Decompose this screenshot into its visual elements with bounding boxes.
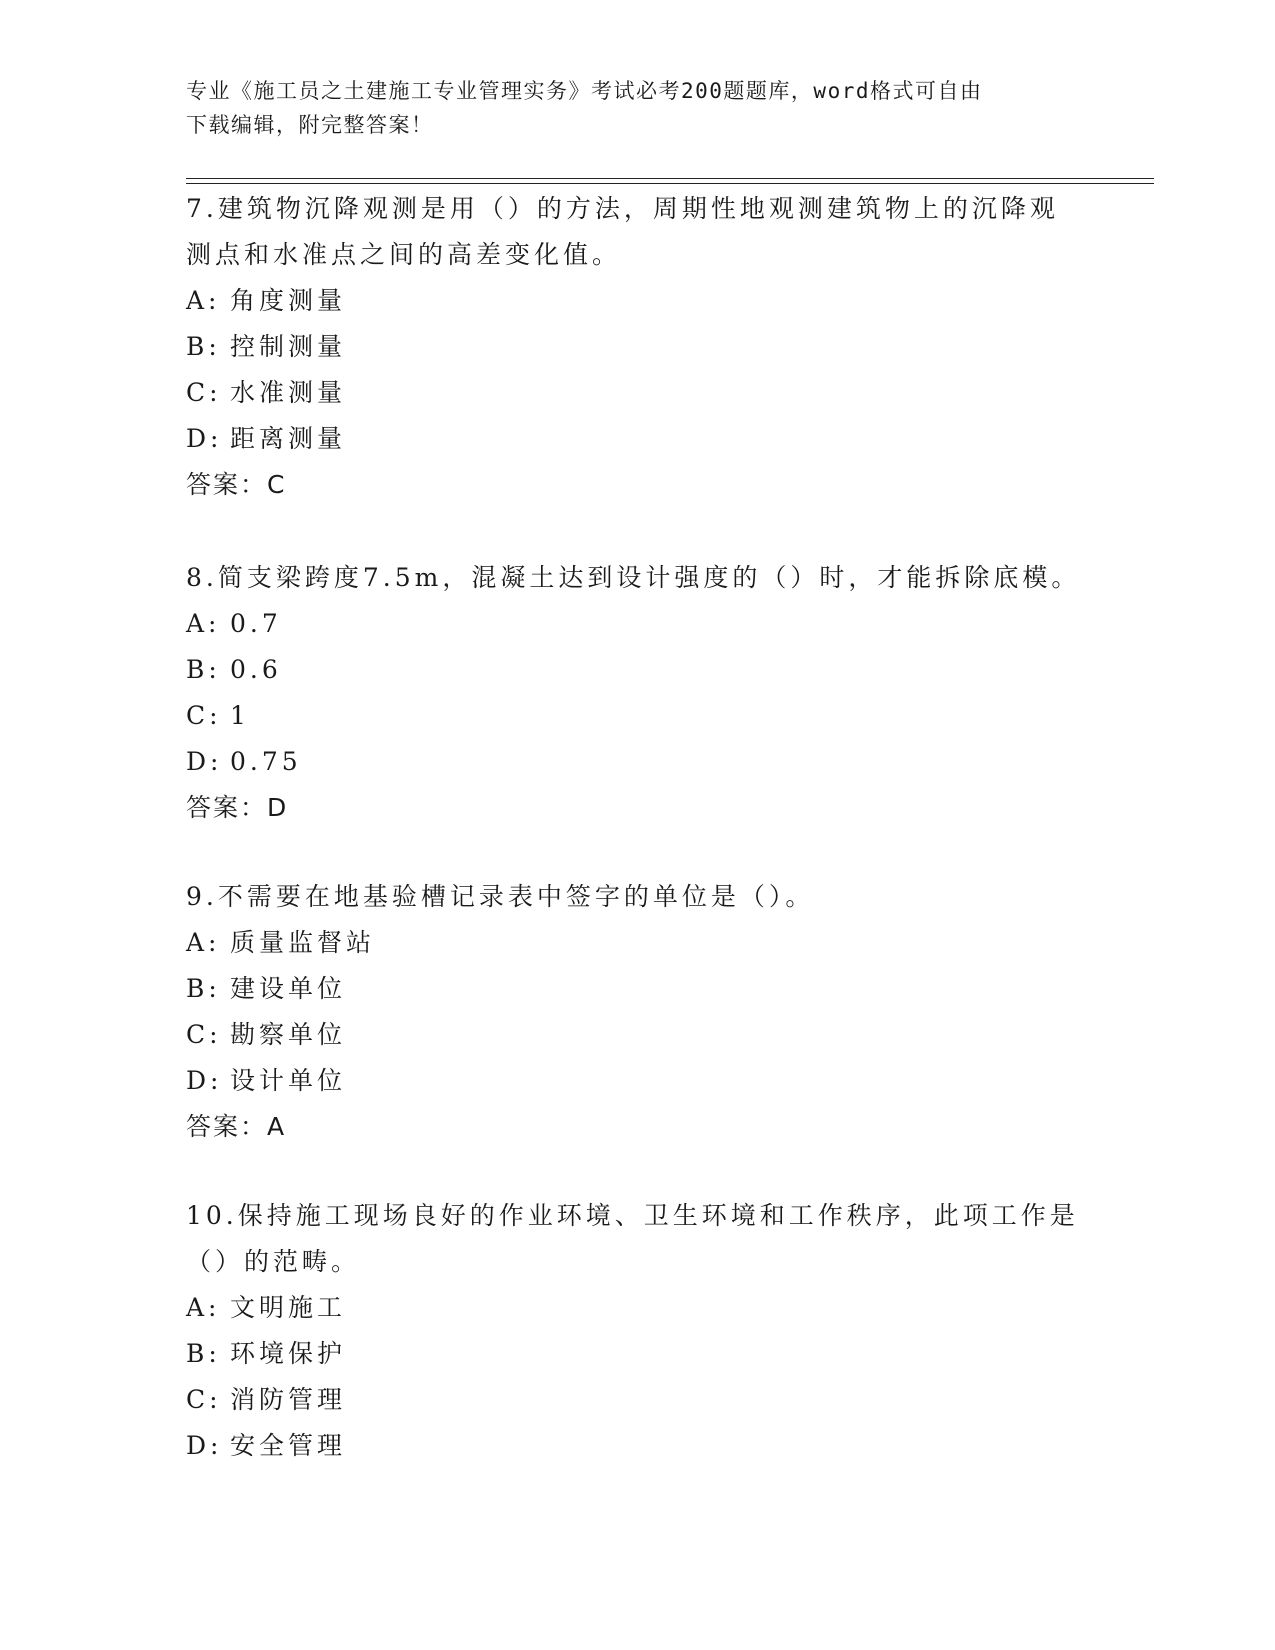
option-a	[186, 601, 1086, 647]
option-text: 建设单位	[230, 974, 347, 1003]
option-text: 设计单位	[230, 1066, 347, 1095]
option-letter: C:	[186, 1020, 222, 1049]
question-text: 7.建筑物沉降观测是用（）的方法，周期性地观测建筑物上的沉降观	[186, 194, 1059, 223]
option-text: 质量监督站	[230, 928, 376, 957]
header-line-2: 下载编辑，附完整答案！	[186, 113, 434, 137]
option-text: 文明施工	[230, 1293, 347, 1322]
option-letter: B:	[186, 332, 221, 361]
option-c	[186, 693, 1086, 739]
option-letter: B:	[186, 655, 221, 684]
document-header	[186, 74, 1066, 142]
option-c	[186, 370, 1086, 416]
option-text: 勘察单位	[230, 1020, 347, 1049]
question-8	[186, 555, 1086, 831]
question-7	[186, 186, 1086, 508]
option-b	[186, 966, 1086, 1012]
header-divider-top	[186, 178, 1154, 179]
option-text: 0.6	[230, 655, 282, 684]
option-a	[186, 278, 1086, 324]
option-letter: B:	[186, 974, 221, 1003]
option-letter: A:	[186, 1293, 221, 1322]
option-c	[186, 1012, 1086, 1058]
option-letter: C:	[186, 701, 222, 730]
option-letter: D:	[186, 1066, 223, 1095]
option-b	[186, 324, 1086, 370]
option-d	[186, 416, 1086, 462]
question-text: 9.不需要在地基验槽记录表中签字的单位是（）。	[186, 882, 815, 911]
option-letter: A:	[186, 609, 221, 638]
question-10	[186, 1193, 1086, 1469]
option-letter: A:	[186, 286, 221, 315]
question-text: 10.保持施工现场良好的作业环境、卫生环境和工作秩序，此项工作是	[186, 1201, 1079, 1230]
option-letter: C:	[186, 1385, 222, 1414]
option-a	[186, 920, 1086, 966]
option-text: 角度测量	[230, 286, 347, 315]
option-letter: C:	[186, 378, 222, 407]
option-text: 距离测量	[230, 424, 347, 453]
option-letter: A:	[186, 928, 221, 957]
option-letter: D:	[186, 747, 223, 776]
option-a	[186, 1285, 1086, 1331]
option-text: 1	[230, 701, 250, 730]
question-text-continued: 测点和水准点之间的高差变化值。	[186, 240, 622, 269]
header-divider-bottom	[186, 183, 1154, 184]
header-line-1: 专业《施工员之土建施工专业管理实务》考试必考200题题库，word格式可自由	[186, 79, 983, 103]
option-text: 0.75	[230, 747, 302, 776]
option-d	[186, 739, 1086, 785]
option-c	[186, 1377, 1086, 1423]
answer-line: 答案：A	[186, 1112, 287, 1141]
option-d	[186, 1423, 1086, 1469]
option-text: 水准测量	[230, 378, 347, 407]
answer-line: 答案：C	[186, 470, 287, 499]
question-text: 8.简支梁跨度7.5m，混凝土达到设计强度的（）时，才能拆除底模。	[186, 563, 1081, 592]
question-9	[186, 874, 1086, 1150]
option-letter: D:	[186, 424, 223, 453]
option-text: 环境保护	[230, 1339, 347, 1368]
option-d	[186, 1058, 1086, 1104]
option-b	[186, 1331, 1086, 1377]
option-text: 消防管理	[230, 1385, 347, 1414]
option-text: 控制测量	[230, 332, 347, 361]
option-b	[186, 647, 1086, 693]
question-text-continued: （）的范畴。	[186, 1247, 361, 1276]
option-letter: D:	[186, 1431, 223, 1460]
option-letter: B:	[186, 1339, 221, 1368]
option-text: 0.7	[230, 609, 282, 638]
option-text: 安全管理	[230, 1431, 347, 1460]
answer-line: 答案：D	[186, 793, 289, 822]
